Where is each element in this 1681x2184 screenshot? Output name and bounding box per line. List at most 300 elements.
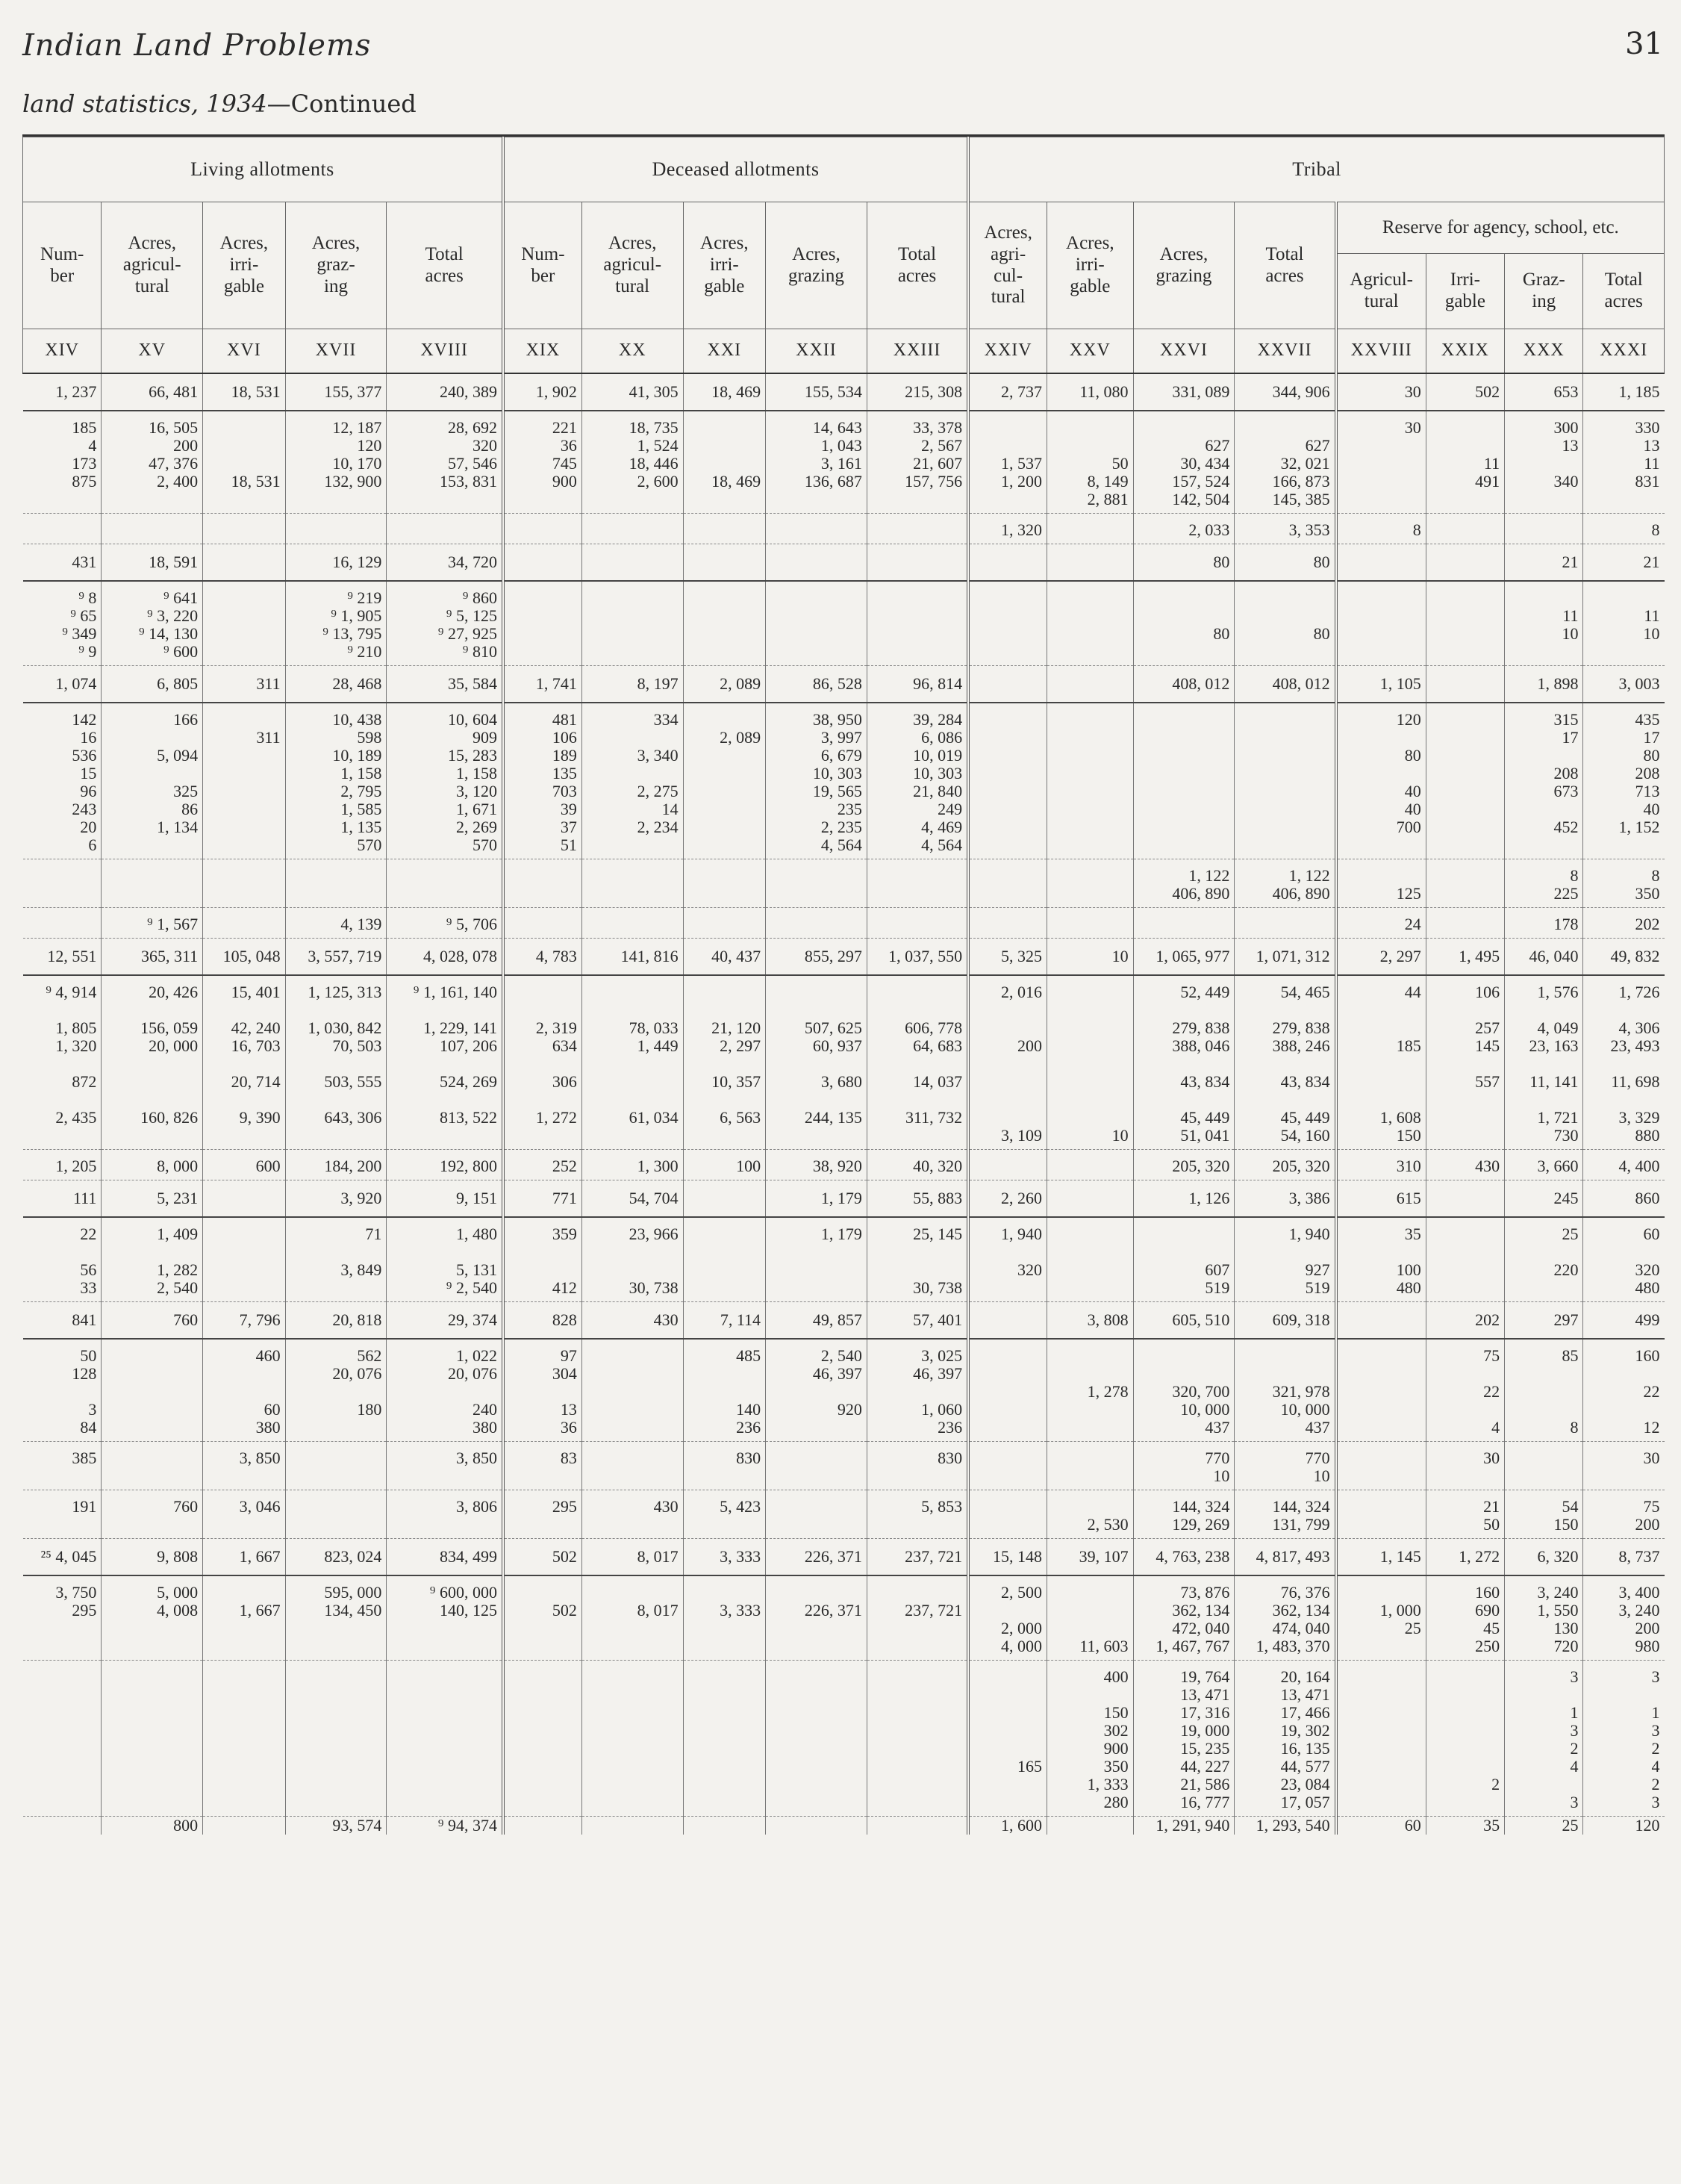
table-cell	[1047, 908, 1134, 939]
table-cell: 310	[1336, 1150, 1426, 1180]
table-cell: 2, 530	[1047, 1490, 1134, 1539]
table-cell: 2, 089	[683, 666, 765, 703]
col-number: XIX	[503, 329, 581, 374]
table-cell: 3, 046	[203, 1490, 285, 1539]
table-cell: 15, 148	[968, 1539, 1047, 1576]
table-cell: 1, 125, 313 1, 030, 842 70, 503 503, 555 643, 306	[285, 975, 387, 1150]
table-cell	[968, 908, 1047, 939]
table-cell: 1, 205	[23, 1150, 102, 1180]
table-cell: 499	[1583, 1302, 1665, 1340]
table-cell	[1505, 1442, 1583, 1490]
table-cell: 240, 389	[387, 373, 503, 411]
table-cell	[968, 1339, 1047, 1442]
table-cell	[1336, 1302, 1426, 1340]
table-cell: 71 3, 849	[285, 1217, 387, 1302]
col-header: Acres, grazing	[1133, 202, 1235, 329]
table-cell: 1, 074	[23, 666, 102, 703]
table-cell: 237, 721	[867, 1575, 968, 1661]
table-cell: 1, 000 25	[1336, 1575, 1426, 1661]
table-cell: 141, 816	[581, 939, 683, 976]
table-cell: 10	[1047, 975, 1134, 1150]
table-cell	[968, 1442, 1047, 1490]
table-cell: 54, 465 279, 838 388, 246 43, 834 45, 449 54, 160	[1235, 975, 1336, 1150]
table-cell: 97 304 13 36	[503, 1339, 581, 1442]
table-cell	[867, 544, 968, 582]
table-cell: 2, 297	[1336, 939, 1426, 976]
table-cell: 34, 720	[387, 544, 503, 582]
table-cell	[1235, 908, 1336, 939]
table-cell: 25 220	[1505, 1217, 1583, 1302]
table-cell: 3, 850	[387, 1442, 503, 1490]
table-cell	[1047, 1217, 1134, 1302]
table-cell: 35 100 480	[1336, 1217, 1426, 1302]
table-row	[23, 703, 1665, 859]
table-cell: 3, 750 295	[23, 1575, 102, 1661]
table-cell: 5, 423	[683, 1490, 765, 1539]
table-row	[23, 1150, 1665, 1180]
table-cell	[766, 514, 867, 544]
table-cell: 226, 371	[766, 1539, 867, 1576]
table-cell	[766, 908, 867, 939]
table-cell	[968, 544, 1047, 582]
table-cell: 11 10	[1583, 581, 1665, 666]
col-number: XXIV	[968, 329, 1047, 374]
subtitle-continued: —Continued	[266, 90, 417, 118]
table-cell: 15, 401 42, 240 16, 703 20, 714 9, 390	[203, 975, 285, 1150]
table-cell: 430	[581, 1302, 683, 1340]
table-cell: 760	[102, 1490, 203, 1539]
table-cell: 202	[1583, 908, 1665, 939]
table-cell: 1, 037, 550	[867, 939, 968, 976]
table-cell: 3, 003	[1583, 666, 1665, 703]
table-cell: 49, 832	[1583, 939, 1665, 976]
table-cell	[766, 581, 867, 666]
table-cell: 166 5, 094 325 86 1, 134	[102, 703, 203, 859]
table-row	[23, 1575, 1665, 1661]
table-cell: 1, 179	[766, 1180, 867, 1218]
table-cell: 24	[1336, 908, 1426, 939]
table-cell: 55, 883	[867, 1180, 968, 1218]
table-cell: 8	[1336, 514, 1426, 544]
table-cell: 66, 481	[102, 373, 203, 411]
page-title: Indian Land Problems	[22, 28, 372, 63]
table-cell	[581, 908, 683, 939]
table-cell: ⁹ 219 ⁹ 1, 905 ⁹ 13, 795 ⁹ 210	[285, 581, 387, 666]
table-cell: ⁹ 860 ⁹ 5, 125 ⁹ 27, 925 ⁹ 810	[387, 581, 503, 666]
table-cell	[1426, 703, 1504, 859]
table-cell: 627 32, 021 166, 873 145, 385	[1235, 411, 1336, 514]
table-cell	[285, 1442, 387, 1490]
col-header: Agricul- tural	[1336, 254, 1426, 329]
table-cell: 44 185 1, 608 150	[1336, 975, 1426, 1150]
table-cell: 1, 320	[968, 514, 1047, 544]
table-cell: 430	[581, 1490, 683, 1539]
table-cell: 40, 437	[683, 939, 765, 976]
table-cell: 1, 409 1, 282 2, 540	[102, 1217, 203, 1302]
table-row	[23, 1490, 1665, 1539]
table-row	[23, 666, 1665, 703]
table-cell: 330 13 11 831	[1583, 411, 1665, 514]
table-cell	[203, 581, 285, 666]
table-cell	[968, 1490, 1047, 1539]
table-cell: 3, 386	[1235, 1180, 1336, 1218]
table-cell	[867, 1817, 968, 1835]
table-cell: 3, 333	[683, 1539, 765, 1576]
table-cell	[1426, 1180, 1504, 1218]
table-cell	[203, 908, 285, 939]
table-cell: 46, 040	[1505, 939, 1583, 976]
table-cell: 8, 000	[102, 1150, 203, 1180]
table-cell: 29, 374	[387, 1302, 503, 1340]
table-cell	[1336, 1339, 1426, 1442]
table-cell: 192, 800	[387, 1150, 503, 1180]
table-cell: 595, 000 134, 450	[285, 1575, 387, 1661]
table-cell: 1, 071, 312	[1235, 939, 1336, 976]
table-cell	[1047, 544, 1134, 582]
table-row	[23, 859, 1665, 908]
table-cell	[387, 1661, 503, 1817]
table-cell: 2, 033	[1133, 514, 1235, 544]
table-cell	[1047, 1817, 1134, 1835]
table-cell: 653	[1505, 373, 1583, 411]
table-row	[23, 1817, 1665, 1835]
table-row	[23, 1217, 1665, 1302]
col-header: Graz- ing	[1505, 254, 1583, 329]
table-cell: 830	[683, 1442, 765, 1490]
table-cell	[766, 1442, 867, 1490]
table-cell: 76, 376 362, 134 474, 040 1, 483, 370	[1235, 1575, 1336, 1661]
table-cell: 502	[1426, 373, 1504, 411]
table-cell: 830	[867, 1442, 968, 1490]
table-cell: 2, 260	[968, 1180, 1047, 1218]
table-cell: 605, 510	[1133, 1302, 1235, 1340]
table-cell	[766, 1817, 867, 1835]
table-cell: 155, 377	[285, 373, 387, 411]
table-cell: 3, 025 46, 397 1, 060 236	[867, 1339, 968, 1442]
table-cell: 1, 185	[1583, 373, 1665, 411]
subtitle-italic: land statistics, 1934	[22, 90, 267, 118]
table-cell: 86, 528	[766, 666, 867, 703]
col-header: Num- ber	[23, 202, 102, 329]
table-cell: 331, 089	[1133, 373, 1235, 411]
table-cell: 1, 122 406, 890	[1133, 859, 1235, 908]
table-cell: 142 16 536 15 96 243 20 6	[23, 703, 102, 859]
col-number: XXII	[766, 329, 867, 374]
table-cell: 8, 737	[1583, 1539, 1665, 1576]
table-cell: ⁹ 1, 567	[102, 908, 203, 939]
col-number: XXVII	[1235, 329, 1336, 374]
col-number: XX	[581, 329, 683, 374]
table-row	[23, 1180, 1665, 1218]
table-cell: 185 4 173 875	[23, 411, 102, 514]
table-cell: 7, 114	[683, 1302, 765, 1340]
table-cell: 9, 808	[102, 1539, 203, 1576]
table-cell: 30	[1426, 1442, 1504, 1490]
table-cell	[1426, 859, 1504, 908]
table-cell	[503, 1661, 581, 1817]
table-cell: 16, 505 200 47, 376 2, 400	[102, 411, 203, 514]
table-cell	[503, 859, 581, 908]
table-cell: 311	[203, 703, 285, 859]
table-cell: 2, 319 634 306 1, 272	[503, 975, 581, 1150]
table-cell: 1, 237	[23, 373, 102, 411]
table-cell: 2, 737	[968, 373, 1047, 411]
table-cell: 50 128 3 84	[23, 1339, 102, 1442]
table-cell: 10, 604 909 15, 283 1, 158 3, 120 1, 671 2, 269 570	[387, 703, 503, 859]
table-cell: 5, 231	[102, 1180, 203, 1218]
table-cell: 120 80 40 40 700	[1336, 703, 1426, 859]
table-cell	[683, 1180, 765, 1218]
table-cell: 1, 537 1, 200	[968, 411, 1047, 514]
table-cell: 144, 324 129, 269	[1133, 1490, 1235, 1539]
table-cell	[1336, 1442, 1426, 1490]
table-cell: 771	[503, 1180, 581, 1218]
table-cell: 855, 297	[766, 939, 867, 976]
table-cell: 75 22 4	[1426, 1339, 1504, 1442]
table-cell	[1047, 514, 1134, 544]
table-cell: 93, 574	[285, 1817, 387, 1835]
table-cell	[203, 544, 285, 582]
table-cell: 1, 179	[766, 1217, 867, 1302]
table-cell	[1336, 581, 1426, 666]
table-cell: 1, 291, 940	[1133, 1817, 1235, 1835]
table-cell: 1, 741	[503, 666, 581, 703]
table-cell: 21	[1505, 544, 1583, 582]
table-cell	[581, 1442, 683, 1490]
table-cell	[968, 1150, 1047, 1180]
table-cell: 1, 940 927 519	[1235, 1217, 1336, 1302]
table-cell: 80	[1235, 544, 1336, 582]
table-cell	[683, 514, 765, 544]
table-cell	[503, 581, 581, 666]
table-cell	[1426, 908, 1504, 939]
table-cell: 320, 700 10, 000 437	[1133, 1339, 1235, 1442]
table-cell: ⁹ 4, 914 1, 805 1, 320 872 2, 435	[23, 975, 102, 1150]
table-cell	[1047, 1442, 1134, 1490]
table-cell	[203, 1217, 285, 1302]
table-cell: 160 690 45 250	[1426, 1575, 1504, 1661]
table-cell: 12, 551	[23, 939, 102, 976]
table-cell: 1, 272	[1426, 1539, 1504, 1576]
group-tribal: Tribal	[968, 137, 1664, 202]
table-cell	[581, 514, 683, 544]
group-living-allotments: Living allotments	[23, 137, 503, 202]
table-cell: 359 412	[503, 1217, 581, 1302]
table-cell: 3, 806	[387, 1490, 503, 1539]
table-cell: 860	[1583, 1180, 1665, 1218]
table-cell: 205, 320	[1133, 1150, 1235, 1180]
table-row	[23, 908, 1665, 939]
table-cell: 3, 557, 719	[285, 939, 387, 976]
table-cell: 25	[1505, 1817, 1583, 1835]
table-cell: 8, 017	[581, 1539, 683, 1576]
table-cell: 178	[1505, 908, 1583, 939]
table-cell: 5, 853	[867, 1490, 968, 1539]
table-cell: 295	[503, 1490, 581, 1539]
col-header: Acres, agricul- tural	[102, 202, 203, 329]
table-cell	[387, 859, 503, 908]
table-cell: 365, 311	[102, 939, 203, 976]
table-cell: 18, 735 1, 524 18, 446 2, 600	[581, 411, 683, 514]
table-row	[23, 1302, 1665, 1340]
col-number: XXVI	[1133, 329, 1235, 374]
table-cell	[102, 514, 203, 544]
table-row	[23, 1539, 1665, 1576]
table-cell	[1426, 544, 1504, 582]
table-cell: 39, 107	[1047, 1539, 1134, 1576]
table-cell: 226, 371	[766, 1575, 867, 1661]
table-cell: 841	[23, 1302, 102, 1340]
col-header: Irri- gable	[1426, 254, 1504, 329]
table-cell: 8 225	[1505, 859, 1583, 908]
table-cell: ⁹ 94, 374	[387, 1817, 503, 1835]
table-cell: 83	[503, 1442, 581, 1490]
table-cell	[581, 581, 683, 666]
group-deceased-allotments: Deceased allotments	[503, 137, 968, 202]
table-cell: 184, 200	[285, 1150, 387, 1180]
table-cell: 3, 400 3, 240 200 980	[1583, 1575, 1665, 1661]
table-cell: 38, 920	[766, 1150, 867, 1180]
table-cell	[581, 1817, 683, 1835]
table-row	[23, 939, 1665, 976]
table-cell: 1, 667	[203, 1575, 285, 1661]
table-cell: 1, 105	[1336, 666, 1426, 703]
table-cell: 1, 126	[1133, 1180, 1235, 1218]
col-header: Total acres	[1235, 202, 1336, 329]
table-cell: 49, 857	[766, 1302, 867, 1340]
table-cell: 111	[23, 1180, 102, 1218]
table-cell: 1, 495	[1426, 939, 1504, 976]
table-cell: 4, 763, 238	[1133, 1539, 1235, 1576]
table-cell: ⁹ 1, 161, 140 1, 229, 141 107, 206 524, 269 813, 522	[387, 975, 503, 1150]
table-cell: 165	[968, 1661, 1047, 1817]
table-cell: 21, 120 2, 297 10, 357 6, 563	[683, 975, 765, 1150]
col-number: XXV	[1047, 329, 1134, 374]
table-cell: 4, 400	[1583, 1150, 1665, 1180]
table-cell: 33, 378 2, 567 21, 607 157, 756	[867, 411, 968, 514]
table-cell: 3, 353	[1235, 514, 1336, 544]
table-cell: 460 60 380	[203, 1339, 285, 1442]
table-cell: 202	[1426, 1302, 1504, 1340]
table-cell: 3, 920	[285, 1180, 387, 1218]
table-cell	[23, 1817, 102, 1835]
table-cell: 215, 308	[867, 373, 968, 411]
table-cell: 385	[23, 1442, 102, 1490]
table-cell	[1047, 581, 1134, 666]
table-cell	[968, 581, 1047, 666]
table-cell: 245	[1505, 1180, 1583, 1218]
table-cell: 1, 726 4, 306 23, 493 11, 698 3, 329 880	[1583, 975, 1665, 1150]
table-cell: 1, 293, 540	[1235, 1817, 1336, 1835]
table-cell: 607 519	[1133, 1217, 1235, 1302]
table-cell: 1, 600	[968, 1817, 1047, 1835]
table-cell: 120	[1583, 1817, 1665, 1835]
table-cell: 606, 778 64, 683 14, 037 311, 732	[867, 975, 968, 1150]
table-row	[23, 514, 1665, 544]
table-cell: 1, 065, 977	[1133, 939, 1235, 976]
table-cell: 10, 438 598 10, 189 1, 158 2, 795 1, 585 1, 135 570	[285, 703, 387, 859]
page-number: 31	[1625, 27, 1663, 61]
table-cell: 2, 500 2, 000 4, 000	[968, 1575, 1047, 1661]
table-cell: 144, 324 131, 799	[1235, 1490, 1336, 1539]
table-cell: 14, 643 1, 043 3, 161 136, 687	[766, 411, 867, 514]
table-cell: 38, 950 3, 997 6, 679 10, 303 19, 565 235 2, 235 4, 564	[766, 703, 867, 859]
table-cell	[503, 908, 581, 939]
table-cell	[867, 1661, 968, 1817]
table-cell: 3, 240 1, 550 130 720	[1505, 1575, 1583, 1661]
table-cell	[203, 859, 285, 908]
table-cell: 20, 818	[285, 1302, 387, 1340]
table-cell: 28, 468	[285, 666, 387, 703]
table-cell: 54, 704	[581, 1180, 683, 1218]
table-cell: 54 150	[1505, 1490, 1583, 1539]
table-cell: 6, 320	[1505, 1539, 1583, 1576]
col-header: Acres, irri- gable	[203, 202, 285, 329]
table-cell	[203, 1817, 285, 1835]
table-cell	[1336, 544, 1426, 582]
table-cell: 11 491	[1426, 411, 1504, 514]
table-cell: 9, 151	[387, 1180, 503, 1218]
table-cell	[1047, 666, 1134, 703]
table-cell: 60 320 480	[1583, 1217, 1665, 1302]
table-cell	[1426, 514, 1504, 544]
table-cell: 205, 320	[1235, 1150, 1336, 1180]
table-cell	[285, 1490, 387, 1539]
col-number: XIV	[23, 329, 102, 374]
table-cell: 615	[1336, 1180, 1426, 1218]
table-cell	[503, 514, 581, 544]
col-number: XVII	[285, 329, 387, 374]
col-header: Num- ber	[503, 202, 581, 329]
table-cell: 221 36 745 900	[503, 411, 581, 514]
table-cell: 191	[23, 1490, 102, 1539]
col-number: XXIX	[1426, 329, 1504, 374]
table-cell: 2	[1426, 1661, 1504, 1817]
col-number: XXI	[683, 329, 765, 374]
table-cell	[581, 544, 683, 582]
table-cell: 73, 876 362, 134 472, 040 1, 467, 767	[1133, 1575, 1235, 1661]
table-cell	[581, 1339, 683, 1442]
table-cell	[203, 1180, 285, 1218]
table-cell: 1, 145	[1336, 1539, 1426, 1576]
table-cell	[581, 859, 683, 908]
table-cell: 8	[1583, 514, 1665, 544]
col-header: Total acres	[867, 202, 968, 329]
table-cell: 19, 764 13, 471 17, 316 19, 000 15, 235 44, 227 21, 586 16, 777	[1133, 1661, 1235, 1817]
table-cell	[102, 859, 203, 908]
table-cell: 1, 300	[581, 1150, 683, 1180]
table-cell: ⁹ 5, 706	[387, 908, 503, 939]
table-cell	[23, 514, 102, 544]
table-cell: ⁹ 600, 000 140, 125	[387, 1575, 503, 1661]
table-cell: 1, 898	[1505, 666, 1583, 703]
table-cell: 39, 284 6, 086 10, 019 10, 303 21, 840 249 4, 469 4, 564	[867, 703, 968, 859]
table-cell: 106 257 145 557	[1426, 975, 1504, 1150]
table-cell	[285, 859, 387, 908]
table-cell: 50 8, 149 2, 881	[1047, 411, 1134, 514]
table-cell: 21 50	[1426, 1490, 1504, 1539]
table-cell	[683, 1817, 765, 1835]
table-cell: 25, 145 30, 738	[867, 1217, 968, 1302]
table-cell	[867, 514, 968, 544]
table-cell	[683, 859, 765, 908]
table-cell: 311	[203, 666, 285, 703]
table-cell: 430	[1426, 1150, 1504, 1180]
table-cell	[285, 1661, 387, 1817]
table-cell	[867, 908, 968, 939]
col-number: XXVIII	[1336, 329, 1426, 374]
table-cell	[1336, 1661, 1426, 1817]
